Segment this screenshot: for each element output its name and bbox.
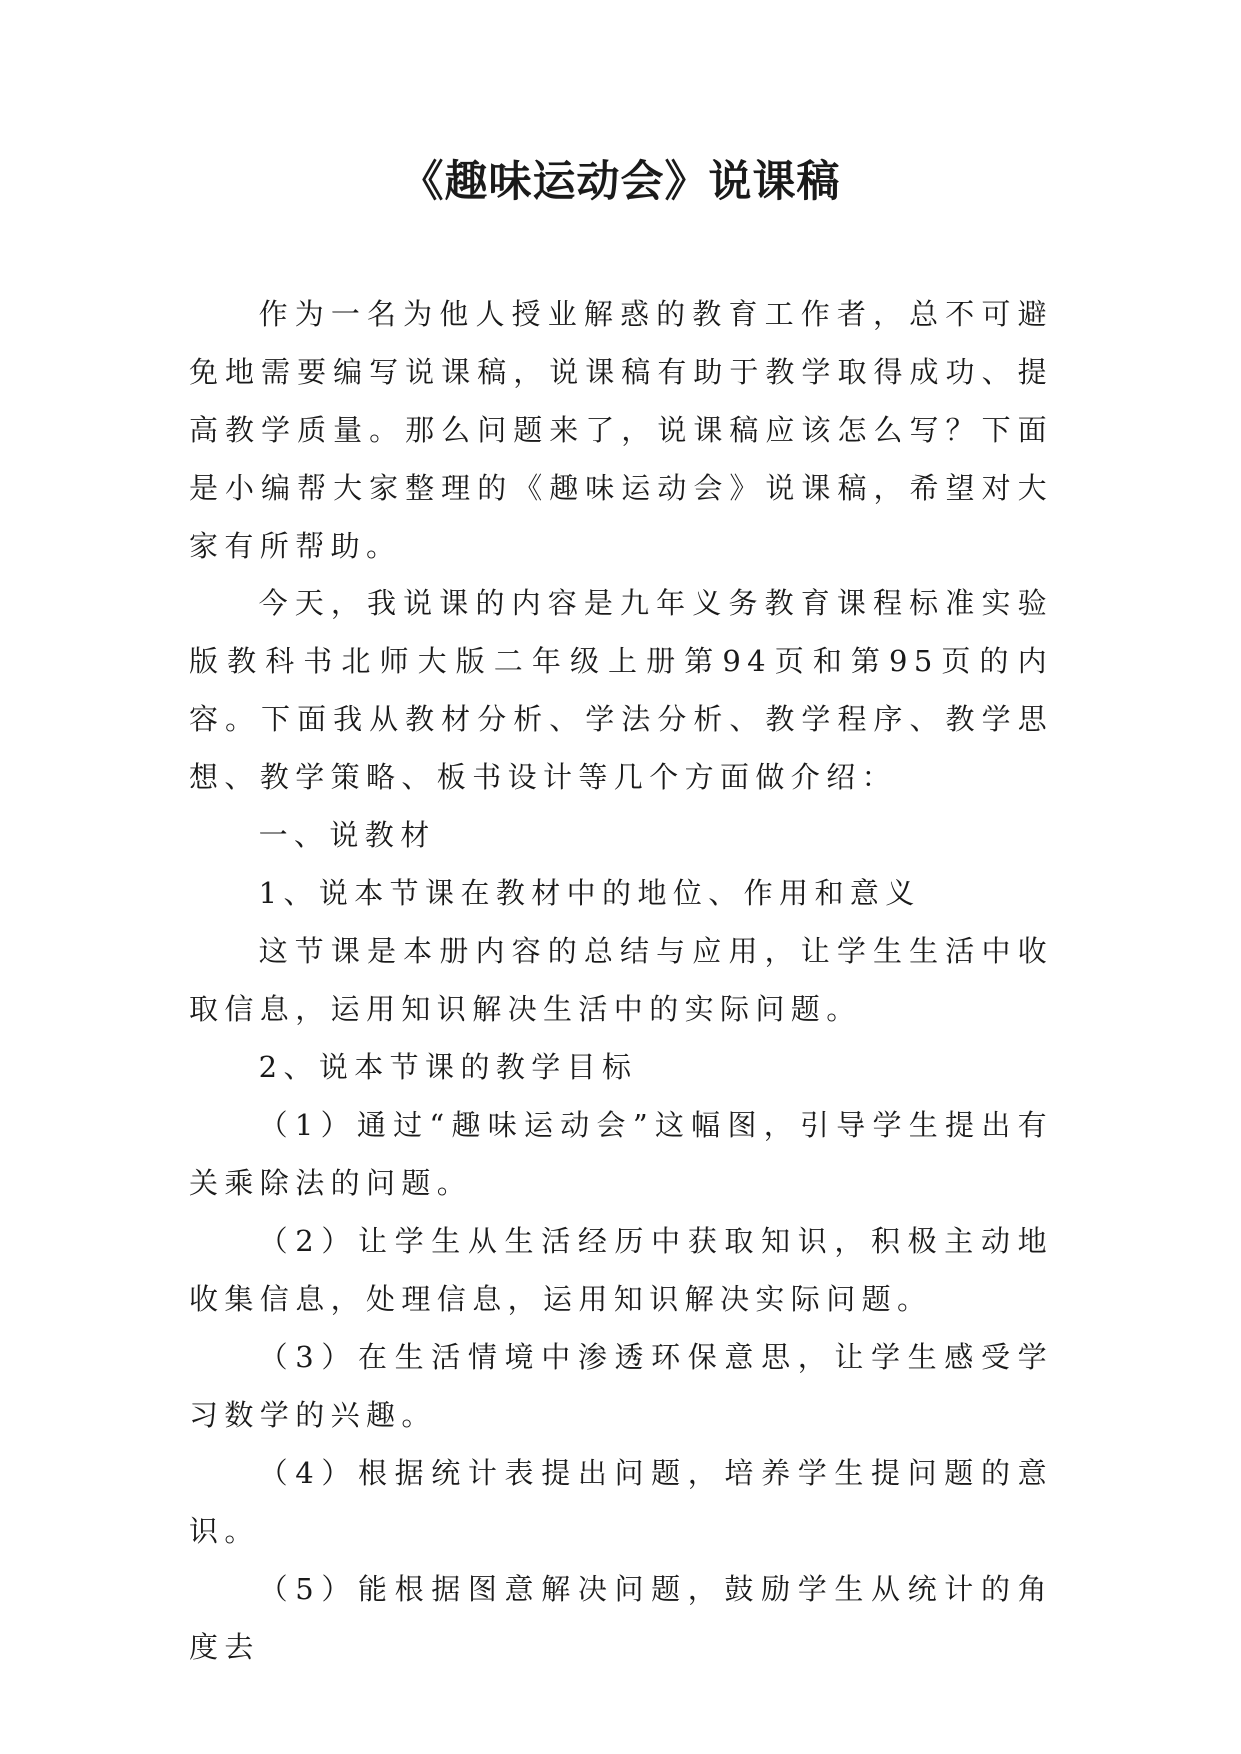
intro-section [189, 285, 1053, 575]
objective-item-4: （4）根据统计表提出问题，培养学生提问题的意识。 [189, 1456, 1053, 1548]
subheading-objectives: 2、说本节课的教学目标 [258, 1050, 638, 1084]
objective-item-5: （5）能根据图意解决问题，鼓励学生从统计的角度去 [189, 1572, 1053, 1664]
subheading-position: 1、说本节课在教材中的地位、作用和意义 [258, 876, 921, 910]
objective-item-2: （2）让学生从生活经历中获取知识，积极主动地收集信息，处理信息，运用知识解决实际问题。 [189, 1224, 1053, 1316]
heading-textbook: 一、说教材 [258, 818, 436, 852]
objective-item-3: （3）在生活情境中渗透环保意思，让学生感受学习数学的兴趣。 [189, 1340, 1053, 1432]
paragraph-position: 这节课是本册内容的总结与应用，让学生生活中收取信息，运用知识解决生活中的实际问题。 [189, 934, 1053, 1026]
main-section [189, 574, 1053, 1676]
document-title: 《趣味运动会》说课稿 [400, 157, 841, 207]
objective-item-1: （1）通过“趣味运动会”这幅图，引导学生提出有关乘除法的问题。 [189, 1108, 1053, 1200]
intro-paragraph: 作为一名为他人授业解惑的教育工作者，总不可避免地需要编写说课稿，说课稿有助于教学取得成功、提高教学质量。那么问题来了，说课稿应该怎么写？下面是小编帮大家整理的《趣味运动会》说课稿，希望对大家有所帮助。 [189, 297, 1053, 563]
paragraph-course-content: 今天，我说课的内容是九年义务教育课程标准实验版教科书北师大版二年级上册第94页和第95页的内容。下面我从教材分析、学法分析、教学程序、教学思想、教学策略、板书设计等几个方面做介绍： [189, 586, 1053, 794]
